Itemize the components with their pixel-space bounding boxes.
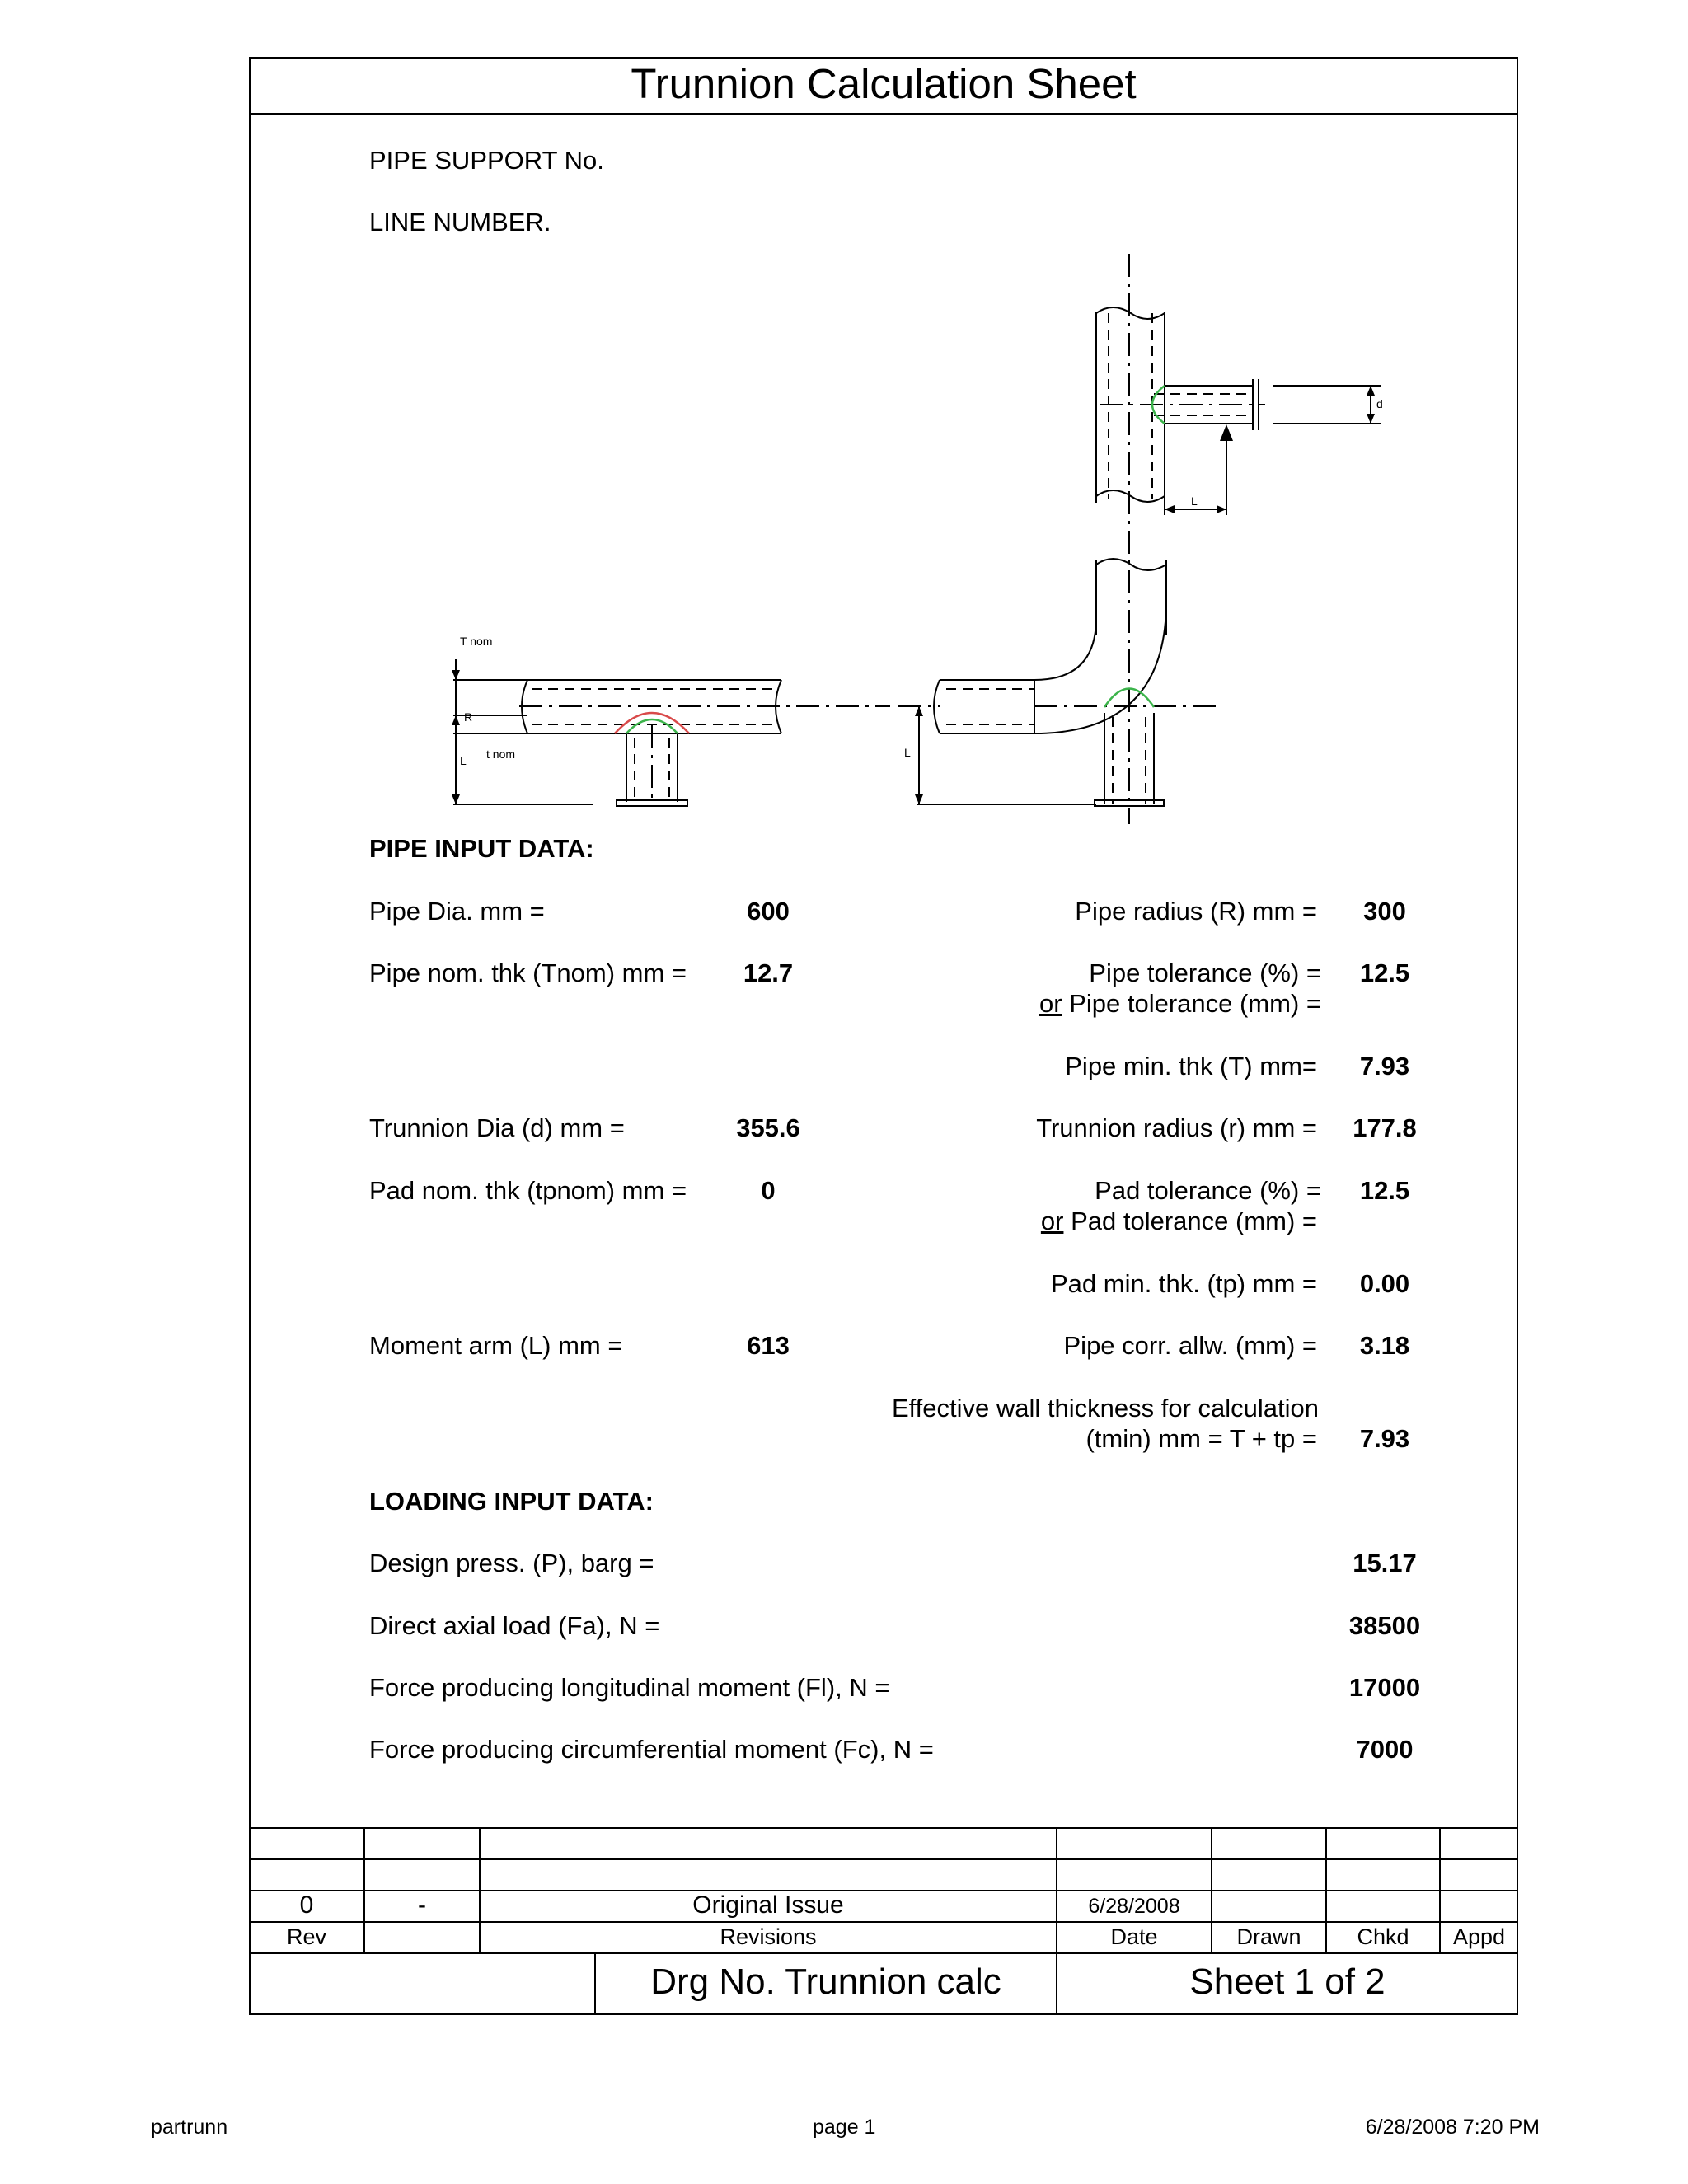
corr-label: Pipe corr. allw. (mm) = (1063, 1331, 1317, 1360)
long-moment-label: Force producing longitudinal moment (Fl), N = (369, 1673, 890, 1702)
l-label-top: L (1191, 494, 1198, 508)
pipe-radius-value: 300 (1363, 897, 1406, 926)
side-view-drawing (453, 659, 890, 806)
pad-thk-value: 0 (761, 1176, 776, 1205)
circ-moment-value: 7000 (1356, 1735, 1414, 1764)
pipe-tol-mm-text: Pipe tolerance (mm) = (1062, 989, 1321, 1018)
moment-arm-value: 613 (747, 1331, 790, 1360)
trunnion-diagram (0, 0, 1688, 832)
line-number-label: LINE NUMBER. (369, 208, 551, 237)
footer-page: page 1 (813, 2116, 876, 2139)
rev-value: 0 (299, 1891, 314, 1919)
eff-wall-label-1: Effective wall thickness for calculation (891, 1394, 1319, 1422)
col-drawn: Drawn (1236, 1924, 1301, 1949)
pad-tol-mm-text: Pad tolerance (mm) = (1063, 1207, 1317, 1235)
long-moment-value: 17000 (1348, 1673, 1421, 1702)
design-press-value: 15.17 (1353, 1549, 1417, 1577)
or-label: or (1039, 989, 1062, 1018)
pad-min-thk-value: 0.00 (1359, 1269, 1410, 1298)
col-date: Date (1110, 1924, 1158, 1949)
col-revisions: Revisions (720, 1924, 817, 1949)
col-rev: Rev (286, 1924, 326, 1949)
footer-filename: partrunn (151, 2116, 228, 2139)
pad-tol-pct-value: 12.5 (1359, 1176, 1410, 1205)
pipe-tol-pct-value: 12.5 (1359, 958, 1410, 987)
trunnion-radius-label: Trunnion radius (r) mm = (1036, 1113, 1317, 1142)
moment-arm-label: Moment arm (L) mm = (369, 1331, 623, 1360)
rev-dash: - (418, 1891, 426, 1919)
page-title: Trunnion Calculation Sheet (631, 60, 1137, 107)
footer-timestamp: 6/28/2008 7:20 PM (1365, 2116, 1540, 2139)
pipe-min-thk-label: Pipe min. thk (T) mm= (1065, 1052, 1317, 1080)
sheet-number: Sheet 1 of 2 (1189, 1961, 1386, 2002)
pad-tol-mm-label (1041, 1207, 1317, 1236)
eff-wall-value: 7.93 (1359, 1424, 1410, 1453)
col-chkd: Chkd (1357, 1924, 1409, 1949)
elbow-view-drawing (898, 559, 1216, 806)
or-label-pad: or (1040, 1207, 1064, 1235)
pad-thk-label: Pad nom. thk (tpnom) mm = (369, 1176, 687, 1205)
l-label-elbow: L (904, 746, 911, 759)
circ-moment-label: Force producing circumferential moment (Fc), N = (369, 1735, 934, 1764)
rev-date: 6/28/2008 (1088, 1895, 1180, 1918)
top-view-drawing (1096, 254, 1381, 824)
pipe-radius-label: Pipe radius (R) mm = (1075, 897, 1317, 926)
l-label: L (460, 754, 467, 767)
tnom-label: T nom (460, 635, 493, 648)
pipe-tol-pct-label: Pipe tolerance (%) = (1089, 958, 1321, 987)
pipe-thk-label: Pipe nom. thk (Tnom) mm = (369, 958, 687, 987)
tpnom-label: t nom (486, 748, 516, 761)
support-no-label: PIPE SUPPORT No. (369, 146, 604, 175)
axial-load-value: 38500 (1348, 1611, 1421, 1640)
pipe-dia-value: 600 (747, 897, 790, 926)
axial-load-label: Direct axial load (Fa), N = (369, 1611, 660, 1640)
d-label: d (1376, 397, 1383, 410)
rev-description: Original Issue (692, 1891, 844, 1919)
pad-tol-pct-label: Pad tolerance (%) = (1095, 1176, 1321, 1205)
pipe-min-thk-value: 7.93 (1359, 1052, 1410, 1080)
col-appd: Appd (1452, 1924, 1506, 1949)
r-label: R (464, 710, 473, 724)
trunnion-dia-label: Trunnion Dia (d) mm = (369, 1113, 625, 1142)
pipe-thk-value: 12.7 (743, 958, 794, 987)
loading-input-heading: LOADING INPUT DATA: (369, 1487, 654, 1516)
pipe-input-heading: PIPE INPUT DATA: (369, 834, 594, 863)
pad-min-thk-label: Pad min. thk. (tp) mm = (1050, 1269, 1317, 1298)
design-press-label: Design press. (P), barg = (369, 1549, 654, 1577)
eff-wall-label-2: (tmin) mm = T + tp = (1085, 1424, 1317, 1453)
trunnion-radius-value: 177.8 (1353, 1113, 1417, 1142)
pipe-tol-mm-label (1039, 989, 1321, 1019)
trunnion-dia-value: 355.6 (736, 1113, 800, 1142)
pipe-dia-label: Pipe Dia. mm = (369, 897, 545, 926)
drawing-number: Drg No. Trunnion calc (650, 1961, 1001, 2002)
corr-value: 3.18 (1359, 1331, 1410, 1360)
